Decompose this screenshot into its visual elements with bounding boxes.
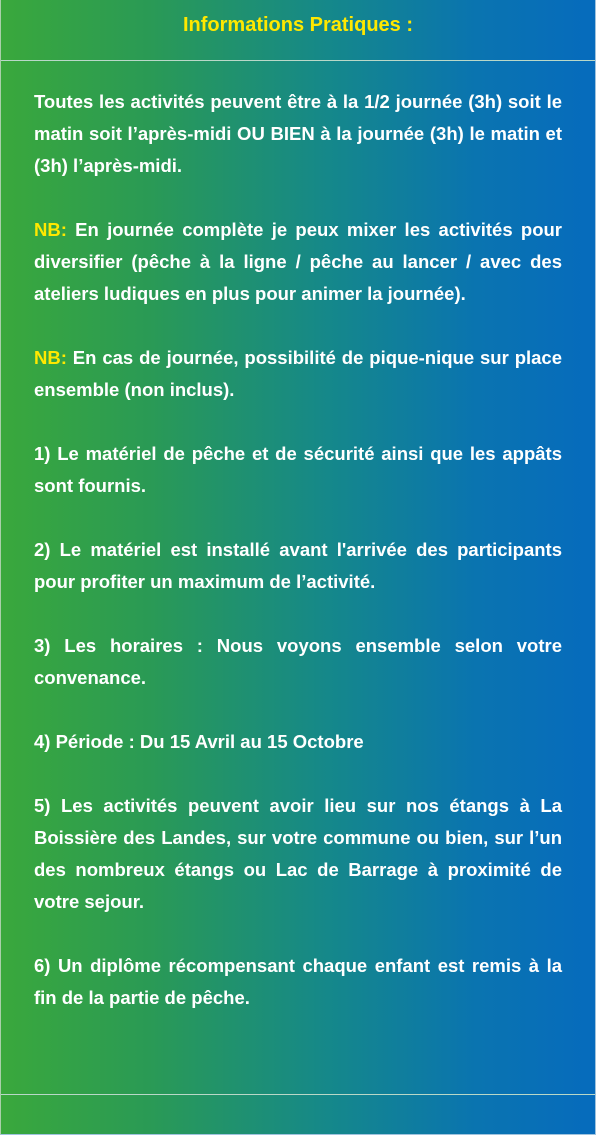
paragraph-item-6	[34, 950, 562, 1014]
paragraph-nb-mix	[34, 214, 562, 310]
nb-label: NB:	[34, 347, 67, 368]
paragraph-text: 1) Le matériel de pêche et de sécurité ainsi que les appâts sont fournis.	[34, 443, 562, 496]
paragraph-text: En journée complète je peux mixer les activités pour diversifier (pêche à la ligne / pêche au lancer / avec des ateliers ludiques en plus pour animer la journée).	[34, 219, 562, 304]
paragraph-item-2	[34, 534, 562, 598]
panel-header	[1, 0, 595, 61]
paragraph-item-3	[34, 630, 562, 694]
paragraph-text: 6) Un diplôme récompensant chaque enfant est remis à la fin de la partie de pêche.	[34, 955, 562, 1008]
paragraph-text: 2) Le matériel est installé avant l'arrivée des participants pour profiter un maximum de l’activité.	[34, 539, 562, 592]
paragraph-text: 4) Période : Du 15 Avril au 15 Octobre	[34, 731, 364, 752]
paragraph-text: 5) Les activités peuvent avoir lieu sur nos étangs à La Boissière des Landes, sur votre commune ou bien, sur l’un des nombreux étangs ou Lac de Barrage à proximité de votre sejour.	[34, 795, 562, 912]
paragraph-text: 3) Les horaires : Nous voyons ensemble selon votre convenance.	[34, 635, 562, 688]
panel-content	[1, 61, 595, 1014]
paragraph-text: En cas de journée, possibilité de pique-nique sur place ensemble (non inclus).	[34, 347, 562, 400]
paragraph-nb-picnic	[34, 342, 562, 406]
paragraph-intro	[34, 86, 562, 182]
paragraph-text: Toutes les activités peuvent être à la 1/2 journée (3h) soit le matin soit l’après-midi OU BIEN à la journée (3h) le matin et (3h) l’après-midi.	[34, 91, 562, 176]
paragraph-item-4	[34, 726, 562, 758]
panel-title: Informations Pratiques :	[182, 13, 414, 36]
paragraph-item-5	[34, 790, 562, 918]
nb-label: NB:	[34, 219, 67, 240]
footer-divider	[1, 1094, 595, 1095]
paragraph-item-1	[34, 438, 562, 502]
